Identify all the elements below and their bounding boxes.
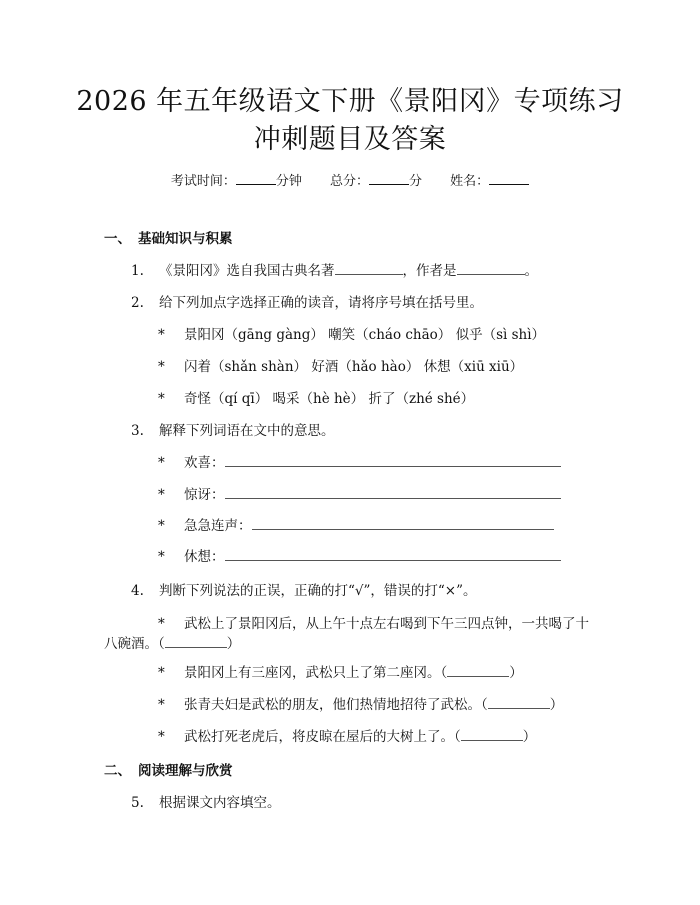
list-item xyxy=(158,453,561,473)
word-label-4: 休想： xyxy=(184,549,225,565)
bullet-icon: * xyxy=(158,549,165,565)
judge-item-1-line1: 武松上了景阳冈后，从上午十点左右喝到下午三四点钟，一共喝了十 xyxy=(184,616,589,632)
question-1-author-text: ，作者是 xyxy=(402,263,457,279)
bullet-icon: * xyxy=(158,455,165,471)
section2-number: 二、 xyxy=(104,763,131,779)
page-title-line1: 2026 年五年级语文下册《景阳冈》专项练习 xyxy=(76,86,624,117)
exam-score xyxy=(330,174,422,189)
bullet-icon: * xyxy=(158,665,165,681)
question-1 xyxy=(131,261,538,281)
close-paren: ） xyxy=(549,697,564,713)
judge-blank-1[interactable] xyxy=(165,634,227,648)
question-5-number: 5. xyxy=(131,795,144,811)
meaning-blank-4[interactable] xyxy=(225,547,561,561)
section2-title: 阅读理解与欣赏 xyxy=(138,763,233,779)
close-paren: ） xyxy=(226,636,241,652)
score-unit: 分 xyxy=(409,174,423,189)
list-item xyxy=(158,357,523,377)
judge-item-1-continuation xyxy=(104,634,240,654)
judge-item-1-line2: 八碗酒。（ xyxy=(104,636,165,652)
pinyin-item-1: 景阳冈（gāng gàng） 嘲笑（cháo chāo） 似乎（sì shì） xyxy=(184,327,546,343)
author-blank[interactable] xyxy=(457,261,525,275)
meaning-blank-1[interactable] xyxy=(225,453,561,467)
meaning-blank-3[interactable] xyxy=(252,516,554,530)
question-3-text: 解释下列词语在文中的意思。 xyxy=(159,423,335,439)
book-blank[interactable] xyxy=(335,261,403,275)
question-5 xyxy=(131,793,281,813)
bullet-icon: * xyxy=(158,729,165,745)
list-item xyxy=(158,614,589,634)
question-4-number: 4. xyxy=(131,583,144,599)
time-label: 考试时间： xyxy=(170,174,236,189)
score-label: 总分： xyxy=(329,174,369,189)
list-item xyxy=(158,695,563,715)
question-2-text: 给下列加点字选择正确的读音，请将序号填在括号里。 xyxy=(159,295,483,311)
exam-meta xyxy=(0,170,700,189)
exam-name xyxy=(450,174,529,189)
bullet-icon: * xyxy=(158,327,165,343)
bullet-icon: * xyxy=(158,359,165,375)
score-blank[interactable] xyxy=(369,172,409,185)
list-item xyxy=(158,547,561,567)
judge-blank-3[interactable] xyxy=(488,695,550,709)
list-item xyxy=(158,389,474,409)
bullet-icon: * xyxy=(158,518,165,534)
close-paren: ） xyxy=(509,665,523,681)
judge-blank-4[interactable] xyxy=(461,727,523,741)
time-unit: 分钟 xyxy=(275,174,302,189)
judge-item-4: 武松打死老虎后，将皮晾在屋后的大树上了。（ xyxy=(184,729,461,745)
question-4-text: 判断下列说法的正误，正确的打“√”，错误的打“×”。 xyxy=(159,583,477,599)
section2-heading xyxy=(104,761,233,781)
question-4 xyxy=(131,581,477,601)
word-label-3: 急急连声： xyxy=(184,518,252,534)
question-3 xyxy=(131,421,335,441)
word-label-2: 惊讶： xyxy=(184,487,225,503)
section1-heading xyxy=(104,229,233,249)
bullet-icon: * xyxy=(158,487,165,503)
bullet-icon: * xyxy=(158,616,165,632)
close-paren: ） xyxy=(522,729,537,745)
section1-title: 基础知识与积累 xyxy=(138,231,233,247)
question-1-number: 1. xyxy=(131,263,144,279)
page-title-line2: 冲刺题目及答案 xyxy=(253,124,447,155)
pinyin-item-3: 奇怪（qí qī） 喝采（hè hè） 折了（zhé shé） xyxy=(184,391,475,407)
question-3-number: 3. xyxy=(131,423,144,439)
list-item xyxy=(158,485,561,505)
bullet-icon: * xyxy=(158,697,165,713)
list-item xyxy=(158,325,545,345)
list-item xyxy=(158,663,523,683)
meaning-blank-2[interactable] xyxy=(225,485,561,499)
exam-time xyxy=(171,174,302,189)
judge-blank-2[interactable] xyxy=(447,663,509,677)
judge-item-2: 景阳冈上有三座冈，武松只上了第二座冈。（ xyxy=(184,665,448,681)
time-blank[interactable] xyxy=(236,172,276,185)
question-2-number: 2. xyxy=(131,295,144,311)
name-blank[interactable] xyxy=(489,172,529,185)
list-item xyxy=(158,516,554,536)
section1-number: 一、 xyxy=(104,231,131,247)
judge-item-3: 张青夫妇是武松的朋友，他们热情地招待了武松。（ xyxy=(184,697,488,713)
name-label: 姓名： xyxy=(450,174,490,189)
word-label-1: 欢喜： xyxy=(184,455,225,471)
question-1-text: 《景阳冈》选自我国古典名著 xyxy=(159,263,335,279)
question-2 xyxy=(131,293,483,313)
pinyin-item-2: 闪着（shǎn shàn） 好酒（hǎo hào） 休想（xiū xiū） xyxy=(184,359,524,375)
question-1-end: 。 xyxy=(524,263,538,279)
list-item xyxy=(158,727,536,747)
bullet-icon: * xyxy=(158,391,165,407)
question-5-text: 根据课文内容填空。 xyxy=(159,795,281,811)
